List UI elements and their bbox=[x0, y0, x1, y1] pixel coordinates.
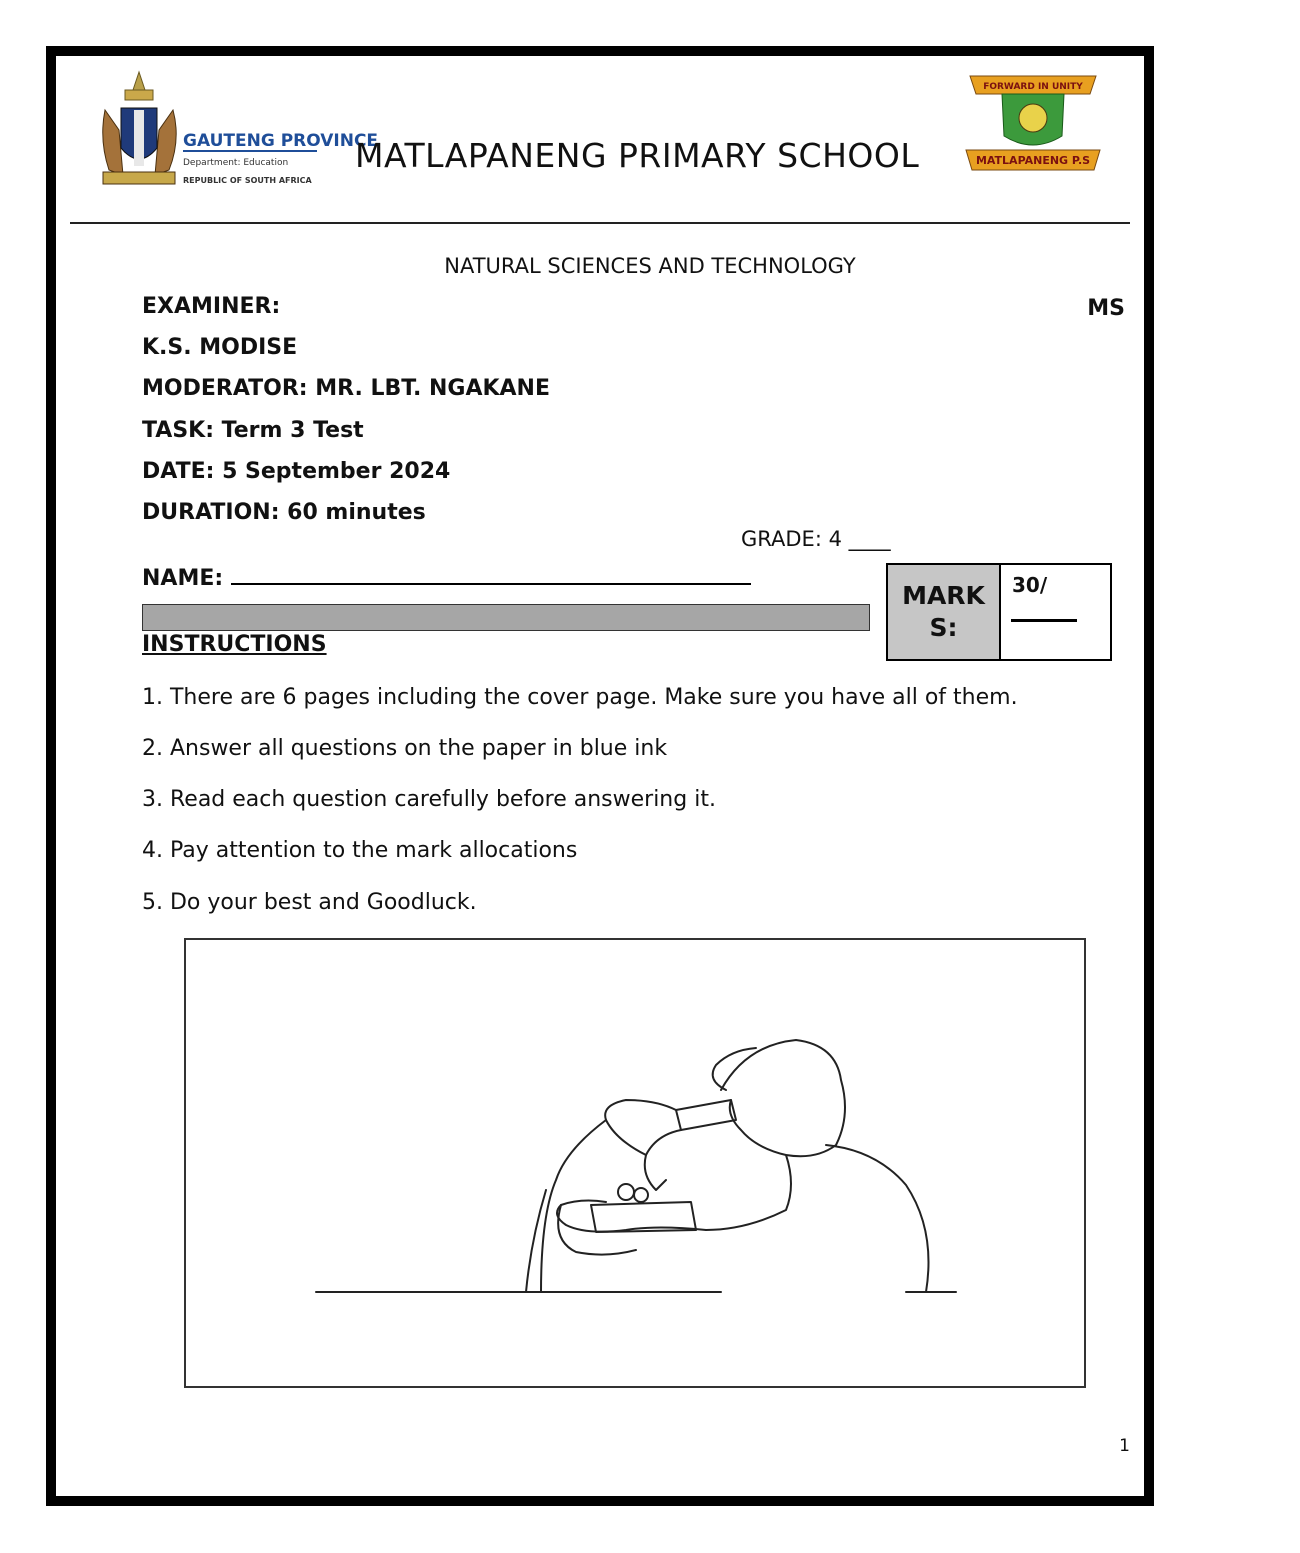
instructions-heading: INSTRUCTIONS bbox=[142, 632, 327, 657]
svg-text:REPUBLIC OF SOUTH AFRICA: REPUBLIC OF SOUTH AFRICA bbox=[183, 176, 312, 185]
exam-date: DATE: 5 September 2024 bbox=[142, 459, 451, 484]
moderator: MODERATOR: MR. LBT. NGAKANE bbox=[142, 376, 550, 401]
grey-shaded-bar bbox=[142, 604, 870, 631]
duration: DURATION: 60 minutes bbox=[142, 500, 426, 525]
marks-label: MARKS: bbox=[888, 565, 1001, 659]
name-field[interactable] bbox=[142, 565, 751, 591]
marks-value-cell[interactable] bbox=[1001, 565, 1110, 659]
svg-text:GAUTENG PROVINCE: GAUTENG PROVINCE bbox=[183, 131, 379, 151]
grade: GRADE: 4 ____ bbox=[741, 527, 891, 551]
badge-emblem-icon bbox=[1019, 104, 1047, 132]
examiner-name: K.S. MODISE bbox=[142, 335, 298, 360]
microscope-person-illustration-icon bbox=[186, 940, 1084, 1386]
instruction-item: 5. Do your best and Goodluck. bbox=[142, 890, 477, 915]
name-blank-line[interactable] bbox=[231, 565, 751, 585]
examiner-label: EXAMINER: bbox=[142, 294, 281, 319]
instruction-item: 3. Read each question carefully before answering it. bbox=[142, 787, 716, 812]
school-badge-logo bbox=[962, 70, 1104, 174]
illustration-frame bbox=[184, 938, 1086, 1388]
marks-box bbox=[886, 563, 1112, 661]
page-number: 1 bbox=[1119, 1436, 1130, 1456]
school-name: MATLAPANENG PRIMARY SCHOOL bbox=[355, 136, 920, 175]
svg-text:MATLAPANENG P.S: MATLAPANENG P.S bbox=[975, 154, 1091, 167]
svg-text:Department: Education: Department: Education bbox=[183, 158, 289, 168]
header-divider bbox=[70, 222, 1130, 224]
gauteng-province-logo bbox=[95, 70, 379, 190]
task: TASK: Term 3 Test bbox=[142, 418, 364, 443]
name-label: NAME: bbox=[142, 566, 224, 591]
marks-total: 30/ bbox=[1012, 573, 1048, 597]
svg-text:FORWARD IN UNITY: FORWARD IN UNITY bbox=[983, 82, 1083, 92]
coat-of-arms-icon bbox=[103, 72, 176, 184]
instruction-item: 1. There are 6 pages including the cover page. Make sure you have all of them. bbox=[142, 685, 1018, 710]
instruction-item: 4. Pay attention to the mark allocations bbox=[142, 838, 578, 863]
subject-title: NATURAL SCIENCES AND TECHNOLOGY bbox=[444, 254, 856, 278]
instruction-item: 2. Answer all questions on the paper in blue ink bbox=[142, 736, 668, 761]
marks-blank-line bbox=[1011, 619, 1077, 622]
examiner-title-ms: MS bbox=[1087, 296, 1125, 321]
